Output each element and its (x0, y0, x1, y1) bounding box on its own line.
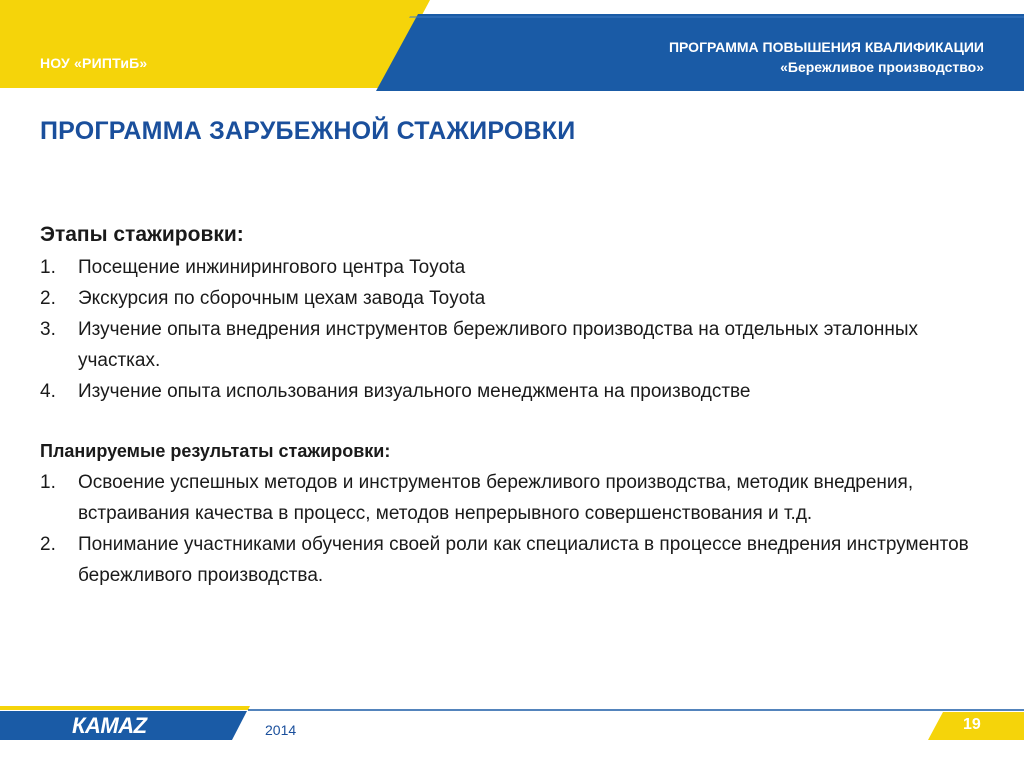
program-title-line2: «Бережливое производство» (780, 59, 984, 75)
kamaz-logo: КАМАZ (72, 713, 147, 738)
list-text: Понимание участниками обучения своей роли как специалиста в процессе внедрения инструментов бережливого производства. (78, 534, 969, 586)
slide-content (40, 218, 990, 591)
list-item (40, 283, 990, 314)
list-number: 2. (40, 288, 56, 309)
results-heading: Планируемые результаты стажировки: (40, 441, 391, 461)
list-item (40, 376, 990, 407)
page-title: ПРОГРАММА ЗАРУБЕЖНОЙ СТАЖИРОВКИ (40, 117, 576, 145)
list-text: Посещение инжинирингового центра Toyota (78, 257, 466, 278)
list-number: 3. (40, 319, 56, 340)
footer-year: 2014 (265, 722, 297, 738)
results-list (40, 467, 990, 591)
section-spacer (40, 407, 990, 436)
footer-background (0, 700, 1024, 768)
list-item (40, 529, 990, 591)
stages-heading: Этапы стажировки: (40, 223, 244, 246)
stages-list (40, 252, 990, 407)
header-banner (0, 0, 1024, 104)
list-item (40, 467, 990, 529)
list-text: Экскурсия по сборочным цехам завода Toyota (78, 288, 486, 309)
footer-bar (0, 700, 1024, 768)
list-number: 1. (40, 257, 56, 278)
list-item (40, 252, 990, 283)
list-item (40, 314, 990, 376)
program-title-line1: ПРОГРАММА ПОВЫШЕНИЯ КВАЛИФИКАЦИИ (668, 39, 984, 55)
list-number: 1. (40, 472, 56, 493)
list-number: 2. (40, 534, 56, 555)
list-text: Изучение опыта внедрения инструментов бережливого производства на отдельных эталонных участках. (78, 319, 919, 371)
list-text: Изучение опыта использования визуального менеджмента на производстве (78, 381, 751, 402)
list-text: Освоение успешных методов и инструментов бережливого производства, методик внедрения, встраивания качества в процесс, методов непрерывного совершенствования и т.д. (78, 472, 914, 524)
list-number: 4. (40, 381, 56, 402)
org-name: НОУ «РИПТиБ» (40, 55, 148, 71)
program-title (669, 37, 984, 77)
page-number: 19 (963, 716, 981, 733)
